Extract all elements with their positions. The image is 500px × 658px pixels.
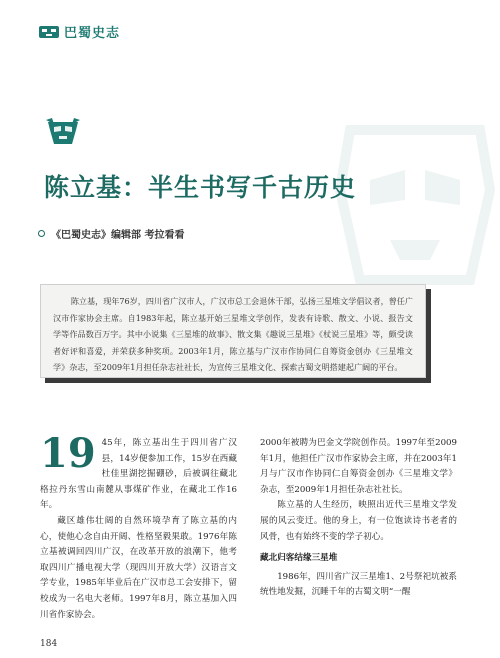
paragraph: 1986年，四川省广汉三星堆1、2号祭祀坑被系统性地发掘，沉睡千年的古蜀文明“一醒 (260, 571, 457, 598)
paragraph: 19 45年，陈立基出生于四川省广汉县，14岁便参加工作，15岁在西藏杜佳里湖挖掘硼砂，后被调往藏北格拉丹东雪山南麓从事煤矿作业，在藏北工作16年。 (40, 430, 237, 511)
section-heading: 藏北归客结缘三星堆 (260, 553, 338, 564)
circle-bullet-icon (38, 230, 45, 237)
left-column (40, 430, 237, 623)
byline-text: 《巴蜀史志》编辑部 考拉看看 (51, 230, 185, 241)
bronze-mask-icon (46, 118, 80, 146)
drop-cap: 19 (40, 430, 96, 477)
byline (38, 226, 184, 241)
paragraph: 藏区雄伟壮阔的自然环境孕育了陈立基的内心，使他心念自由开阔、性格坚毅果敢。1976年陈立基被调回四川广汉，在改革开放的浪潮下，他考取四川广播电视大学（现四川开放大学）汉语言文学专业，1985年毕业后在广汉市总工会安排下，留校成为一名电大老师。1997年8月，陈立基加入四川省作家协会。 (40, 515, 237, 620)
paragraph: 2000年被聘为巴金文学院创作员。1997年至2009年1月，他担任广汉市作家协会主席，并在2003年1月与广汉市作协同仁自筹资金创办《三星堆文学》杂志，至2009年1月担任杂志社社长。 (260, 438, 457, 495)
bronze-mask-icon (38, 24, 60, 40)
right-column (260, 436, 457, 601)
author-intro-box (40, 284, 426, 378)
page-number: 184 (40, 639, 58, 649)
bronze-mask-watermark (330, 110, 500, 300)
magazine-logo-text: 巴蜀史志 (64, 26, 121, 41)
article-title: 陈立基：半生书写千古历史 (44, 173, 357, 202)
magazine-logo (38, 22, 120, 41)
author-intro-text: 陈立基，现年76岁，四川省广汉市人，广汉市总工会退休干部，弘扬三星堆文学倡议者，曾任广汉市作家协会主席。自1983年起，陈立基开始三星堆文学创作，发表有诗歌、散文、小说、报告文学等作品数百万字。其中小说集《三星堆的故事》、散文集《趣说三星堆》《杖说三星堆》等，颇受读者好评和喜爱，并荣获多种奖项。2003年1月，陈立基与广汉市作协同仁自筹资金创办《三星堆文学》杂志，至2009年1月担任杂志社社长，为宣传三星堆文化、探索古蜀文明搭建起广阔的平台。 (53, 296, 413, 373)
paragraph: 陈立基的人生经历，映照出近代三星堆文学发展的风云变迁。他的身上，有一位饱读诗书老者的风骨，也有始终不变的学子初心。 (260, 500, 457, 542)
header-bar (0, 0, 500, 55)
